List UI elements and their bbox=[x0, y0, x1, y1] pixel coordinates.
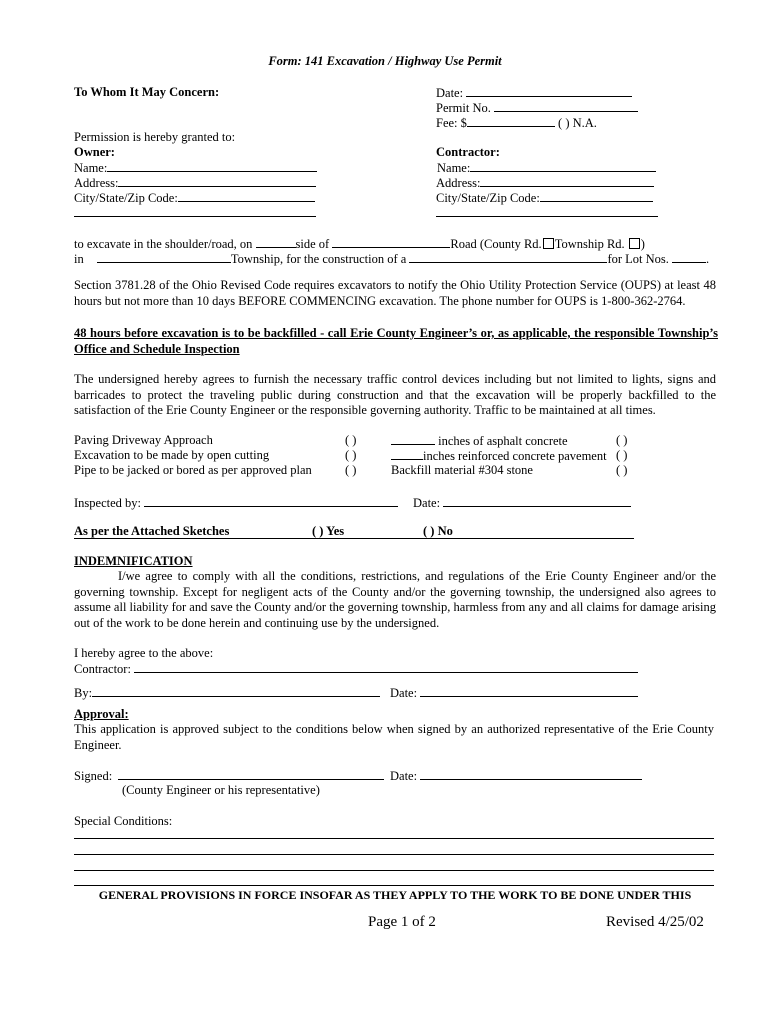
asphalt-inches-blank[interactable] bbox=[391, 433, 435, 445]
contractor-address-label: Address: bbox=[436, 176, 481, 190]
owner-name-line[interactable] bbox=[107, 160, 317, 172]
township-text: Township, for the construction of a bbox=[230, 252, 407, 266]
owner-city-label: City/State/Zip Code: bbox=[74, 191, 178, 205]
sketches-yes-option[interactable]: ( ) Yes bbox=[312, 524, 345, 538]
contractor-heading: Contractor: bbox=[436, 145, 500, 159]
option-open-cutting: Excavation to be made by open cutting bbox=[74, 448, 270, 462]
signed-line[interactable] bbox=[118, 768, 384, 780]
backfill-notice: 48 hours before excavation is to be backfilled - call Erie County Engineer’s or, as applicable, the responsible Township’s Office and Schedule Inspection bbox=[74, 326, 718, 356]
construction-blank[interactable] bbox=[409, 251, 607, 263]
fee-label: Fee: $ bbox=[436, 116, 467, 130]
special-conditions-line-1[interactable] bbox=[74, 838, 714, 839]
option-open-cutting-checkbox[interactable]: ( ) bbox=[345, 448, 357, 462]
approval-date-line[interactable] bbox=[420, 768, 642, 780]
oups-notice: Section 3781.28 of the Ohio Revised Code requires excavators to notify the Ohio Utility Protection Service (OUPS) at least 48 hours but not more than 10 days BEFORE COMMENCING excavation. The phone number for OUPS is 1-800-362-2764. bbox=[74, 278, 716, 308]
form-title: Form: 141 Excavation / Highway Use Permit bbox=[268, 54, 502, 68]
county-rd-checkbox[interactable] bbox=[543, 238, 554, 249]
excavate-prefix: to excavate in the shoulder/road, on bbox=[74, 237, 253, 251]
by-field[interactable] bbox=[74, 685, 380, 700]
by-label: By: bbox=[74, 686, 93, 700]
inspected-by-field[interactable] bbox=[74, 495, 398, 510]
in-label: in bbox=[74, 252, 84, 266]
special-conditions-line-4[interactable] bbox=[74, 885, 714, 886]
date-line[interactable] bbox=[466, 85, 632, 97]
side-blank[interactable] bbox=[256, 236, 296, 248]
contractor-name-line[interactable] bbox=[470, 160, 656, 172]
permission-text: Permission is hereby granted to: bbox=[74, 130, 236, 144]
owner-address-field[interactable] bbox=[74, 175, 316, 190]
township-rd-label: Township Rd. bbox=[554, 237, 625, 251]
road-blank[interactable] bbox=[332, 236, 450, 248]
signature-date-line[interactable] bbox=[420, 685, 638, 697]
township-rd-checkbox[interactable] bbox=[629, 238, 640, 249]
general-provisions: GENERAL PROVISIONS IN FORCE INSOFAR AS THEY APPLY TO THE WORK TO BE DONE UNDER THIS bbox=[98, 888, 692, 902]
owner-city-line[interactable] bbox=[178, 190, 315, 202]
owner-name-field[interactable] bbox=[74, 160, 317, 175]
option-backfill: Backfill material #304 stone bbox=[391, 463, 533, 477]
contractor-city-label: City/State/Zip Code: bbox=[436, 191, 540, 205]
indemnification-text: I/we agree to comply with all the conditions, restrictions, and regulations of the Erie County Engineer and/or the governing township. Except for negligent acts of the County and/or the governing township, the undersigned also agrees to assume all liability for and save the County and/or the governing township, harmless from any and all claims for damage arising out of the work to be done herein and continuing use by the undersigned. bbox=[74, 569, 716, 630]
agree-text: I hereby agree to the above: bbox=[74, 646, 214, 660]
date-field[interactable] bbox=[436, 85, 632, 100]
contractor-extra-line[interactable] bbox=[436, 216, 658, 217]
option-reinforced bbox=[391, 448, 607, 463]
owner-extra-line[interactable] bbox=[74, 216, 316, 217]
contractor-address-line[interactable] bbox=[480, 175, 654, 187]
fee-field[interactable] bbox=[436, 115, 597, 130]
owner-heading: Owner: bbox=[74, 145, 115, 159]
special-conditions-label: Special Conditions: bbox=[74, 814, 173, 828]
inspected-by-line[interactable] bbox=[144, 495, 398, 507]
option-backfill-checkbox[interactable]: ( ) bbox=[616, 463, 628, 477]
fee-line[interactable] bbox=[467, 115, 555, 127]
approval-text: This application is approved subject to the conditions below when signed by an authorized representative of the Erie County Engineer. bbox=[74, 722, 714, 752]
owner-name-label: Name: bbox=[74, 161, 108, 175]
sketches-label: As per the Attached Sketches bbox=[74, 524, 230, 538]
contractor-name-field[interactable] bbox=[437, 160, 656, 175]
sketches-row bbox=[74, 524, 634, 539]
road-close-paren: ) bbox=[640, 237, 645, 251]
option-paving-checkbox[interactable]: ( ) bbox=[345, 433, 357, 447]
approval-date-label: Date: bbox=[390, 769, 418, 783]
option-asphalt-checkbox[interactable]: ( ) bbox=[616, 433, 628, 447]
approval-heading: Approval: bbox=[74, 707, 129, 721]
inspection-date-label: Date: bbox=[413, 496, 441, 510]
option-paving: Paving Driveway Approach bbox=[74, 433, 213, 447]
indemnification-heading: INDEMNIFICATION bbox=[74, 554, 193, 568]
inspection-date-field[interactable] bbox=[413, 495, 631, 510]
permit-line[interactable] bbox=[494, 100, 638, 112]
option-jacked: Pipe to be jacked or bored as per approved plan bbox=[74, 463, 312, 477]
signed-field[interactable] bbox=[74, 768, 384, 783]
contractor-signature-label: Contractor: bbox=[74, 662, 131, 676]
to-whom-heading: To Whom It May Concern: bbox=[74, 85, 220, 99]
by-line[interactable] bbox=[92, 685, 380, 697]
permit-label: Permit No. bbox=[436, 101, 491, 115]
signed-label: Signed: bbox=[74, 769, 113, 783]
permit-field[interactable] bbox=[436, 100, 638, 115]
date-label: Date: bbox=[436, 86, 464, 100]
approval-date-field[interactable] bbox=[390, 768, 642, 783]
agreement-text: The undersigned hereby agrees to furnish the necessary traffic control devices including but not limited to lights, signs and barricades to protect the traveling public during construction and that the excavation will be properly backfilled to the satisfaction of the Erie County Engineer or the responsible governing authority. Traffic to be maintained at all times. bbox=[74, 372, 716, 417]
road-county-label: Road (County Rd. bbox=[450, 237, 542, 251]
for-lot-label: for Lot Nos. bbox=[607, 252, 669, 266]
contractor-address-field[interactable] bbox=[436, 175, 654, 190]
owner-address-label: Address: bbox=[74, 176, 119, 190]
owner-city-field[interactable] bbox=[74, 190, 315, 205]
reinforced-inches-blank[interactable] bbox=[391, 448, 423, 460]
owner-address-line[interactable] bbox=[118, 175, 316, 187]
contractor-signature-field[interactable] bbox=[74, 661, 638, 676]
signature-date-field[interactable] bbox=[390, 685, 638, 700]
special-conditions-line-2[interactable] bbox=[74, 854, 714, 855]
township-line bbox=[74, 251, 709, 266]
reinforced-label: inches reinforced concrete pavement bbox=[423, 449, 607, 463]
side-of-label: side of bbox=[295, 237, 330, 251]
township-blank[interactable] bbox=[97, 251, 231, 263]
contractor-name-label: Name: bbox=[437, 161, 471, 175]
special-conditions-line-3[interactable] bbox=[74, 870, 714, 871]
sketches-no-option[interactable]: ( ) No bbox=[423, 524, 453, 538]
excavate-line bbox=[74, 236, 645, 251]
asphalt-label: inches of asphalt concrete bbox=[438, 434, 568, 448]
inspection-date-line[interactable] bbox=[443, 495, 631, 507]
fee-na-checkbox[interactable]: ( ) N.A. bbox=[558, 116, 597, 130]
signer-caption: (County Engineer or his representative) bbox=[122, 783, 320, 797]
lot-blank[interactable] bbox=[672, 251, 706, 263]
contractor-signature-line[interactable] bbox=[134, 661, 638, 673]
page-number: Page 1 of 2 bbox=[368, 914, 436, 930]
option-reinforced-checkbox[interactable]: ( ) bbox=[616, 448, 628, 462]
revision-date: Revised 4/25/02 bbox=[606, 914, 704, 930]
lot-period: . bbox=[706, 252, 710, 266]
contractor-city-field[interactable] bbox=[436, 190, 653, 205]
option-jacked-checkbox[interactable]: ( ) bbox=[345, 463, 357, 477]
inspected-by-label: Inspected by: bbox=[74, 496, 141, 510]
contractor-city-line[interactable] bbox=[540, 190, 653, 202]
option-asphalt bbox=[391, 433, 568, 448]
signature-date-label: Date: bbox=[390, 686, 418, 700]
